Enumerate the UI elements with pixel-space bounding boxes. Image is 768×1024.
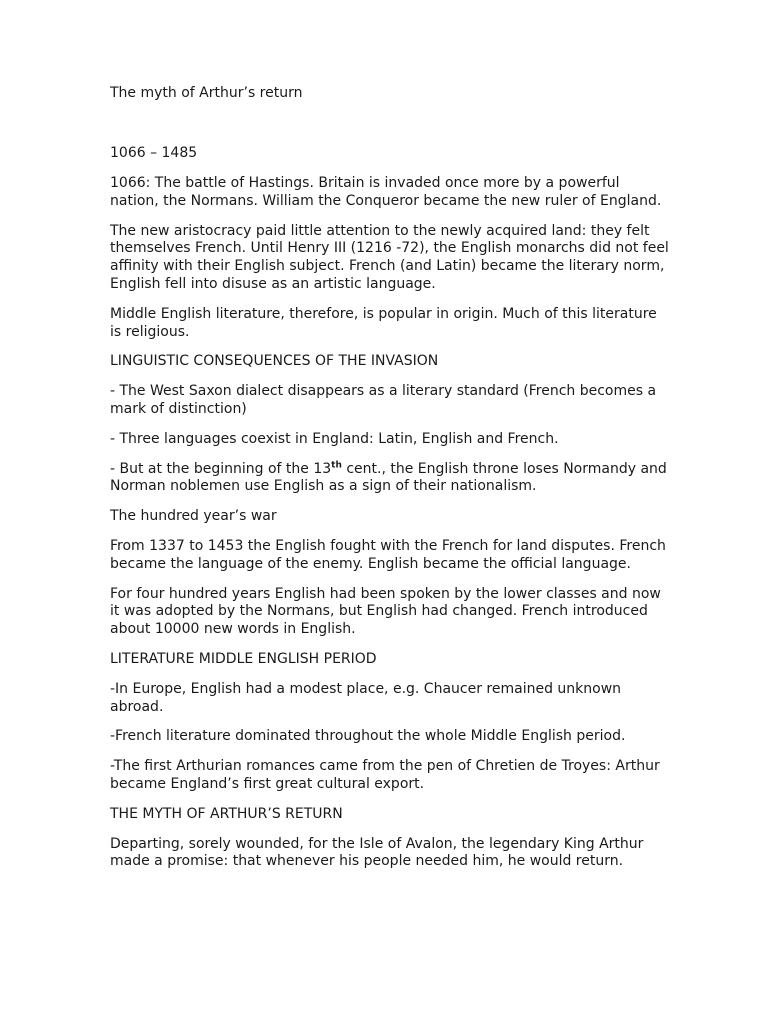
- paragraph-normandy: [110, 461, 670, 497]
- document-page: [110, 84, 670, 883]
- normandy-text-after: cent., the English throne loses Normandy and Norman noblemen use English as a sign of their nationalism.: [110, 460, 667, 495]
- paragraph-three-languages: - Three languages coexist in England: Latin, English and French.: [110, 430, 559, 447]
- section-heading-linguistic-consequences: LINGUISTIC CONSEQUENCES OF THE INVASION: [110, 353, 439, 370]
- paragraph-french-literature: -French literature dominated throughout the whole Middle English period.: [110, 728, 626, 745]
- paragraph-arthurian-romances: -The first Arthurian romances came from the pen of Chretien de Troyes: Arthur became England’s first great cultural export.: [110, 758, 660, 792]
- paragraph-land-disputes: From 1337 to 1453 the English fought with the French for land disputes. French became the language of the enemy. English became the official language.: [110, 537, 666, 572]
- normandy-text-before: - But at the beginning of the 13: [110, 460, 332, 477]
- paragraph-four-hundred-years: For four hundred years English had been spoken by the lower classes and now it was adopted by the Normans, but English had changed. French introduced about 10000 new words in English.: [110, 585, 661, 638]
- paragraph-west-saxon: - The West Saxon dialect disappears as a literary standard (French becomes a mark of distinction): [110, 383, 657, 417]
- section-heading-hundred-years-war: The hundred year’s war: [110, 508, 277, 525]
- section-heading-literature-middle-english: LITERATURE MIDDLE ENGLISH PERIOD: [110, 650, 377, 667]
- ordinal-superscript: th: [331, 459, 342, 470]
- paragraph-hastings: 1066: The battle of Hastings. Britain is invaded once more by a powerful nation, the Normans. William the Conqueror became the new ruler of England.: [110, 175, 662, 209]
- paragraph-avalon: Departing, sorely wounded, for the Isle of Avalon, the legendary King Arthur made a promise: that whenever his people needed him, he would return.: [110, 835, 644, 870]
- paragraph-middle-english: Middle English literature, therefore, is popular in origin. Much of this literature is religious.: [110, 305, 657, 340]
- date-range: 1066 – 1485: [110, 145, 198, 161]
- document-title: The myth of Arthur’s return: [110, 85, 303, 101]
- paragraph-europe-chaucer: -In Europe, English had a modest place, e.g. Chaucer remained unknown abroad.: [110, 680, 622, 715]
- section-heading-myth-of-arthur: THE MYTH OF ARTHUR’S RETURN: [110, 805, 343, 822]
- paragraph-aristocracy: The new aristocracy paid little attention to the newly acquired land: they felt themselves French. Until Henry III (1216 -72), the English monarchs did not feel affinity with their English subject. French (and Latin) became the literary norm, English fell into disuse as an artistic language.: [110, 222, 669, 292]
